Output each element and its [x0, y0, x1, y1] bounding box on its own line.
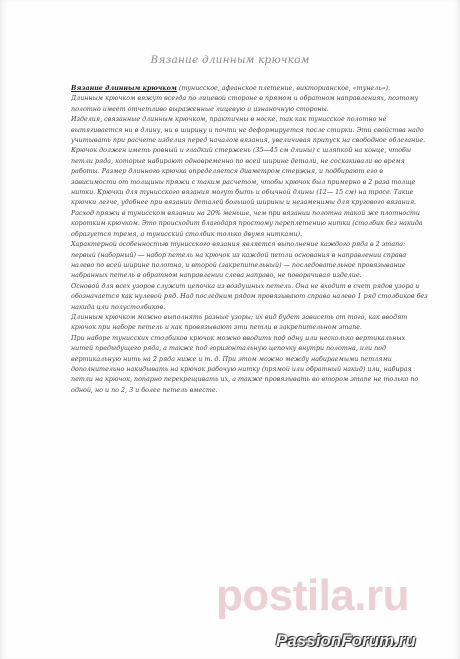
body-paragraph: При наборе тунисских столбиков крючок можно вводить под одну или несколько вертикальных нитей предыдущего ряда, а также под горизонтальную цепочку внутри полотна, или под вертикальную нить на 2 ряда ниже и т. д. При этом можно между набираемыми петлями дополнительно накидывать на крючок рабочую нитку (прямой или обратный накид) или, набирая петли на крючок, попарно перекрещивать их, а также провязывать во втором этапе не только по одной, но и по 2, 3 и более петель вместе. — [71, 334, 419, 394]
postila-watermark: postila.ru — [216, 571, 410, 620]
body-paragraph: Основой для всех узоров служит цепочка из воздушных петель. Она не входит в счет рядов узора и обозначается как нулевой ряд. Над последним рядом провязывают справа налево 1 ряд столбиков без накида или полустолбиков. — [71, 282, 428, 311]
body-paragraph: Крючок должен иметь ровный и гладкий стержень (35—45 см длины) с шляпкой на конце, чтобы петли ряда, которые набирают одновременно по всей ширине детали, не соскакивали во время работы. Размер длинного крючка определяется диаметром стержня, и подбирают его в зависимости от толщины пряжи с таким расчетом, чтобы крючок был примерно в 2 раза толще нитки. Крючки для тунисского вязания могут быть и обычной длины (12— 15 см) на тросе. Такие крючки легче, удобнее при вязании деталей большой ширины и незаменимы для кругового вязания. — [71, 147, 417, 207]
body-paragraph: Длинным крючком вяжут всегда по лицевой стороне в прямом и обратном направлениях, поэтому полотно имеет отчетливо выраженные лицевую и изнаночную стороны. — [71, 95, 419, 113]
body-paragraph: Длинным крючком можно выполнять разные узоры; их вид будет зависеть от того, как вводят крючок при наборе петель и как провязывают эти петли в закрепительном этапе. — [71, 313, 408, 332]
body-paragraph: Характерной особенностью тунисского вязания является выполнение каждого ряда в 2 этапа: первый (наборный) — набор петель на крючок из каждой петли основания в направлении справа налево по всей ширине полотна, и второй (закрепительный) — последовательное провязывание набранных петель в обратном направлении слева направо, не поворачивая изделие. — [71, 241, 407, 280]
article-body — [71, 84, 429, 396]
intro-paragraph — [71, 84, 429, 94]
page-title: Вязание длинным крючком — [150, 54, 310, 66]
lead-rest: (тунисское, афганское плетение, викторианское, «тунель»). — [176, 85, 391, 92]
body-paragraph: Расход пряжи в тунисском вязании на 20% меньше, чем при вязании полотна такой же плотности коротким крючком. Это происходит благодаря простому переплетению нитки (столбик без накида образуется тремя, а тунисский столбик только двумя нитками). — [71, 209, 423, 238]
body-paragraph: Изделия, связанные длинным крючком, практичны в носке, так как тунисское полотно не вытягивается ни в длину, ни в ширину и почти не деформируется после стирки. Эти свойства надо учитывать при расчете изделия перед началом вязания, увеличивая припуск на свободное облегание. — [71, 116, 426, 145]
passionforum-watermark: PassionForum.ru — [276, 631, 416, 650]
lead-term: Вязание длинным крючком — [71, 85, 177, 92]
